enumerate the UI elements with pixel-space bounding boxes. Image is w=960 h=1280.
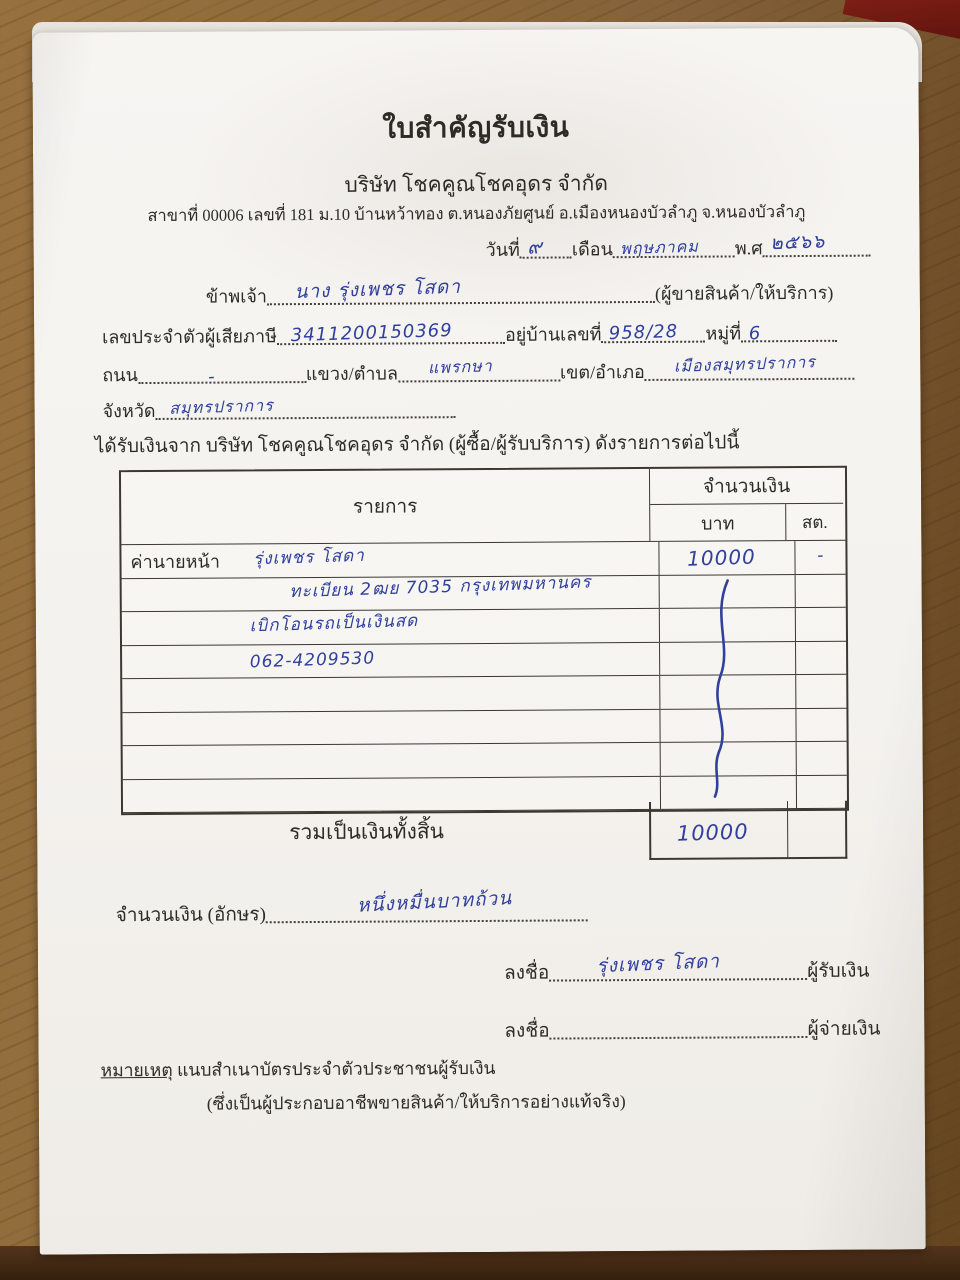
handwritten-road: - — [207, 366, 216, 388]
column-header-amount: จำนวนเงิน — [650, 468, 843, 505]
handwritten-payee-name: นาง รุ่งเพชร โสดา — [294, 275, 462, 304]
company-name: บริษัท โชคคูณโชคอุดร จำกัด — [344, 171, 609, 197]
sign-label: ลงชื่อ — [503, 962, 550, 984]
total-label: รวมเป็นเงินทั้งสิ้น — [289, 819, 445, 845]
date-line — [485, 230, 871, 264]
tax-line — [102, 318, 837, 351]
handwritten-moo: 6 — [748, 322, 762, 345]
handwritten-item-name: รุ่งเพชร โสดา — [252, 545, 366, 569]
total-satang-cell — [788, 801, 845, 857]
table-header — [121, 468, 845, 545]
road-label: ถนน — [102, 365, 138, 386]
handwritten-receiver-signature: รุ่งเพชร โสดา — [596, 950, 721, 978]
era-label: พ.ศ — [734, 238, 763, 259]
receiver-signature-line — [503, 950, 870, 988]
handwritten-strike-line — [698, 576, 743, 798]
column-header-satang: สต. — [801, 512, 828, 532]
handwritten-amount-words: หนึ่งหมื่นบาทถ้วน — [356, 887, 513, 917]
payer-signature-line — [504, 1014, 880, 1046]
payee-suffix: (ผู้ขายสินค้า/ให้บริการ) — [654, 282, 834, 304]
handwritten-district: เมืองสมุทรปราการ — [674, 352, 817, 376]
branch-address: สาขาที่ 00006 เลขที่ 181 ม.10 บ้านหว้าทอง ต.หนองภัยศูนย์ อ.เมืองหนองบัวลำภู จ.หนองบัวลำภู — [147, 201, 806, 226]
document-title: ใบสำคัญรับเงิน — [382, 112, 570, 145]
date-label: วันที่ — [485, 239, 520, 260]
handwritten-day: ๙ — [527, 234, 544, 259]
receipt-document — [32, 27, 925, 1254]
province-line — [102, 394, 455, 425]
road-line — [102, 352, 855, 390]
note-line-2: (ซึ่งเป็นผู้ประกอบอาชีพขายสินค้า/ให้บริการอย่างแท้จริง) — [206, 1091, 626, 1114]
note-line-1 — [101, 1054, 496, 1084]
handwritten-province: สมุทรปราการ — [168, 395, 274, 418]
handwritten-month: พฤษภาคม — [620, 236, 700, 259]
handwritten-total-amount: 10000 — [676, 819, 750, 846]
items-table — [119, 466, 849, 815]
column-header-baht: บาท — [650, 504, 786, 541]
district-label: เขต/อำเภอ — [559, 361, 645, 383]
tax-id-label: เลขประจำตัวผู้เสียภาษี — [102, 326, 277, 348]
amount-in-words-line — [115, 887, 588, 930]
amount-words-label: จำนวนเงิน (อักษร) — [115, 904, 266, 927]
handwritten-registration: ทะเบียน 2ฒย 7035 กรุงเทพมหานคร — [289, 572, 592, 603]
province-label: จังหวัด — [102, 400, 156, 422]
note-head: หมายเหตุ — [100, 1059, 173, 1081]
received-from-line: ได้รับเงินจาก บริษัท โชคคูณโชคอุดร จำกัด (ผู้ซื้อ/ผู้รับบริการ) ดังรายการต่อไปนี้ — [94, 432, 740, 458]
payer-role-label: ผู้จ่ายเงิน — [807, 1018, 881, 1040]
payee-line — [205, 275, 834, 311]
handwritten-transfer-note: เบิกโอนรถเป็นเงินสด — [249, 610, 419, 636]
receiver-role-label: ผู้รับเงิน — [807, 960, 870, 983]
handwritten-amount: 10000 — [686, 544, 757, 571]
handwritten-year: ๒๕๖๖ — [769, 230, 826, 255]
total-row — [121, 801, 845, 861]
handwritten-tax-id: 3411200150369 — [290, 319, 453, 347]
house-no-label: อยู่บ้านเลขที่ — [504, 324, 602, 345]
sign-label: ลงชื่อ — [504, 1020, 550, 1042]
handwritten-satang-dash: - — [816, 545, 825, 566]
moo-label: หมู่ที่ — [705, 323, 742, 344]
note-text: แนบสำเนาบัตรประจำตัวประชาชนผู้รับเงิน — [176, 1057, 496, 1080]
payee-label: ข้าพเจ้า — [205, 286, 268, 307]
subdistrict-label: แขวง/ตำบล — [305, 363, 399, 385]
handwritten-subdistrict: แพรกษา — [427, 356, 493, 378]
item-printed-text: ค่านายหน้า — [130, 551, 220, 572]
handwritten-house-no: 958/28 — [608, 320, 679, 345]
month-label: เดือน — [571, 239, 613, 260]
column-header-item: รายการ — [121, 469, 650, 544]
handwritten-phone-number: 062-4209530 — [249, 648, 376, 673]
